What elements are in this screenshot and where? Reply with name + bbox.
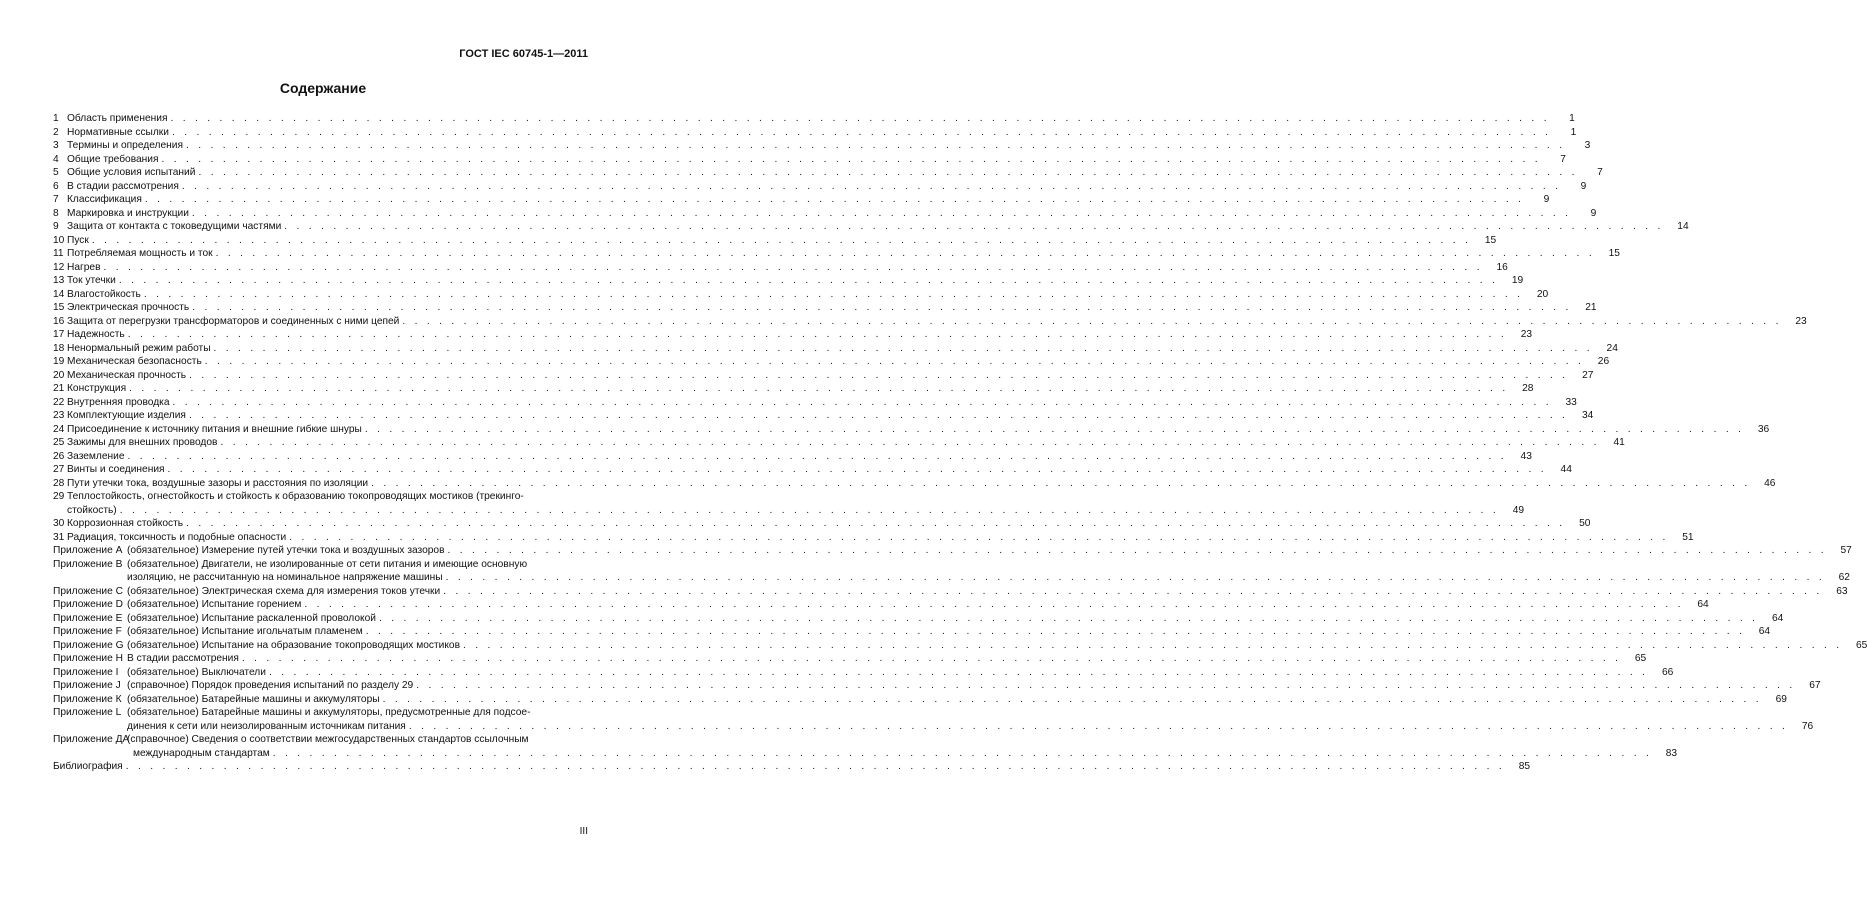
bibliography-title: Библиография xyxy=(53,761,123,772)
toc-entry[interactable] xyxy=(53,126,1577,140)
entry-number: 11 xyxy=(53,248,64,259)
entry-title: Пути утечки тока, воздушные зазоры и расстояния по изоляции xyxy=(67,477,369,489)
toc-entry[interactable] xyxy=(53,328,1533,342)
appendix-label: Приложение J xyxy=(53,680,121,691)
toc-appendix-h[interactable] xyxy=(53,652,1647,666)
toc-entry[interactable] xyxy=(53,274,1524,288)
appendix-label: Приложение I xyxy=(53,666,119,678)
toc-appendix-c[interactable] xyxy=(53,585,1848,599)
toc-entry[interactable] xyxy=(53,477,1776,491)
entry-number: 1 xyxy=(53,113,59,124)
toc-bibliography[interactable] xyxy=(53,760,1531,774)
entry-title: Область применения xyxy=(67,113,168,124)
toc-entry[interactable] xyxy=(53,301,1597,315)
entry-title: Ненормальный режим работы xyxy=(67,342,211,354)
appendix-label: Приложение В xyxy=(53,558,123,570)
entry-page: 49 xyxy=(1512,504,1525,516)
entry-number: 18 xyxy=(53,342,65,354)
toc-entry[interactable] xyxy=(53,139,1591,153)
toc-entry[interactable] xyxy=(53,463,1572,477)
leader-dots xyxy=(172,126,1551,140)
entry-page: 21 xyxy=(1585,302,1597,313)
leader-dots xyxy=(192,207,1571,221)
entry-page: 27 xyxy=(1582,369,1594,381)
toc-entry[interactable] xyxy=(53,342,1618,356)
leader-dots xyxy=(273,747,1652,761)
entry-page: 50 xyxy=(1579,518,1591,529)
entry-number: 19 xyxy=(53,356,65,367)
toc-entry[interactable] xyxy=(53,423,1770,437)
entry-number: 14 xyxy=(53,288,65,300)
appendix-page: 57 xyxy=(1840,545,1852,556)
leader-dots xyxy=(128,450,1507,464)
leader-dots xyxy=(145,193,1524,207)
entry-number: 20 xyxy=(53,369,65,381)
entry-page: 7 xyxy=(1597,167,1603,178)
leader-dots xyxy=(162,153,1541,167)
appendix-page: 64 xyxy=(1758,626,1771,637)
toc-entry[interactable] xyxy=(53,369,1594,383)
entry-title: Механическая безопасность xyxy=(67,356,202,367)
leader-dots xyxy=(128,328,1507,342)
entry-title: Нормативные ссылки xyxy=(67,126,169,138)
appendix-title: (обязательное) Электрическая схема для измерения токов утечки xyxy=(127,585,441,597)
entry-title: Классификация xyxy=(67,194,142,205)
entry-number: 12 xyxy=(53,261,65,273)
appendix-title: (обязательное) Испытание горением xyxy=(127,599,302,610)
leader-dots xyxy=(402,315,1781,329)
leader-dots xyxy=(448,544,1827,558)
appendix-page: 65 xyxy=(1856,639,1867,651)
entry-title: Термины и определения xyxy=(67,140,183,151)
appendix-page: 66 xyxy=(1661,666,1674,678)
leader-dots xyxy=(269,666,1648,680)
entry-title: Зажимы для внешних проводов xyxy=(67,437,218,448)
appendix-title-cont: динения к сети или неизолированным источникам питания xyxy=(127,720,406,732)
entry-number: 3 xyxy=(53,140,59,151)
entry-title-cont: стойкость) xyxy=(67,504,117,516)
appendix-title: (обязательное) Двигатели, не изолированные от сети питания и имеющие основную xyxy=(127,558,528,570)
toc-appendix-e[interactable] xyxy=(53,612,1784,626)
entry-number: 29 xyxy=(53,491,65,502)
entry-number: 17 xyxy=(53,329,65,340)
appendix-title: (обязательное) Выключатели xyxy=(127,666,266,678)
leader-dots xyxy=(284,220,1663,234)
toc-entry[interactable] xyxy=(53,288,1549,302)
appendix-title: В стадии рассмотрения xyxy=(127,653,239,664)
entry-page: 33 xyxy=(1565,396,1577,408)
entry-number: 13 xyxy=(53,275,65,286)
appendix-page: 76 xyxy=(1801,720,1814,732)
leader-dots xyxy=(379,612,1758,626)
entry-title: Защита от контакта с токоведущими частями xyxy=(67,221,282,232)
appendix-title-cont: изоляцию, не рассчитанную на номинальное напряжение машины xyxy=(127,572,443,583)
appendix-page: 64 xyxy=(1771,612,1784,624)
toc-entry[interactable] xyxy=(53,207,1597,221)
toc-entry[interactable] xyxy=(53,112,1575,126)
entry-number: 25 xyxy=(53,437,65,448)
appendix-title: (обязательное) Испытание раскаленной проволокой xyxy=(127,612,376,624)
leader-dots xyxy=(189,369,1568,383)
appendix-label: Приложение С xyxy=(53,585,123,597)
appendix-page: 64 xyxy=(1697,599,1709,610)
entry-number: 28 xyxy=(53,477,65,489)
entry-title: Надежность xyxy=(67,329,125,340)
entry-title: Нагрев xyxy=(67,261,101,273)
leader-dots xyxy=(120,504,1499,518)
entry-title: Потребляемая мощность и ток xyxy=(67,248,213,259)
entry-page: 23 xyxy=(1795,315,1807,327)
table-of-contents xyxy=(53,112,1867,774)
entry-number: 27 xyxy=(53,464,65,475)
leader-dots xyxy=(186,139,1565,153)
leader-dots xyxy=(126,760,1505,774)
toc-entry[interactable] xyxy=(53,315,1807,329)
entry-title: Радиация, токсичность и подобные опасности xyxy=(67,531,287,543)
appendix-title: (справочное) Сведения о соответствии межгосударственных стандартов ссылочным xyxy=(127,734,529,745)
entry-title: Присоединение к источнику питания и внешние гибкие шнуры xyxy=(67,423,362,435)
toc-entry[interactable] xyxy=(53,153,1566,167)
entry-page: 44 xyxy=(1560,464,1572,475)
entry-title: Коррозионная стойкость xyxy=(67,518,184,529)
entry-number: 4 xyxy=(53,153,59,165)
leader-dots xyxy=(443,585,1822,599)
entry-number: 15 xyxy=(53,302,65,313)
entry-number: 8 xyxy=(53,207,59,219)
leader-dots xyxy=(170,112,1549,126)
leader-dots xyxy=(214,342,1593,356)
entry-title: Пуск xyxy=(67,234,89,246)
entry-number: 7 xyxy=(53,194,59,205)
entry-page: 1 xyxy=(1569,113,1575,124)
leader-dots xyxy=(103,261,1482,275)
appendix-label: Приложение F xyxy=(53,626,122,637)
entry-number: 24 xyxy=(53,423,65,435)
leader-dots xyxy=(192,301,1571,315)
toc-entry[interactable] xyxy=(53,450,1532,464)
entry-number: 2 xyxy=(53,126,59,138)
sections-list xyxy=(53,112,1807,490)
entry-page: 23 xyxy=(1520,329,1533,340)
entry-number: 30 xyxy=(53,518,65,529)
leader-dots xyxy=(366,625,1745,639)
appendix-label: Приложение К xyxy=(53,693,122,705)
appendix-label: Приложение Е xyxy=(53,612,123,624)
entry-page: 46 xyxy=(1764,477,1776,489)
appendix-page: 65 xyxy=(1634,653,1647,664)
entry-page: 51 xyxy=(1682,531,1694,543)
entry-page: 7 xyxy=(1560,153,1566,165)
entry-number: 16 xyxy=(53,315,65,327)
leader-dots xyxy=(205,355,1584,369)
appendix-title: (обязательное) Батарейные машины и аккумуляторы xyxy=(127,693,380,705)
entry-page: 34 xyxy=(1581,410,1594,421)
leader-dots xyxy=(129,382,1508,396)
entry-title: Заземление xyxy=(67,450,125,462)
appendix-label: Приложение D xyxy=(53,599,123,610)
leader-dots xyxy=(144,288,1523,302)
leader-dots xyxy=(92,234,1471,248)
entry-title: Общие условия испытаний xyxy=(67,167,196,178)
leader-dots xyxy=(365,423,1744,437)
entry-page: 16 xyxy=(1496,261,1508,273)
appendix-page: 63 xyxy=(1836,585,1848,597)
toc-entry[interactable] xyxy=(53,180,1587,194)
entry-title: Механическая прочность xyxy=(67,369,187,381)
appendix-label: Приложение G xyxy=(53,639,124,651)
toc-appendix-a[interactable] xyxy=(53,544,1852,558)
entry-title: Винты и соединения xyxy=(67,464,165,475)
toc-appendix-g[interactable] xyxy=(53,639,1867,653)
toc-entry[interactable] xyxy=(53,409,1594,423)
entry-page: 19 xyxy=(1511,275,1524,286)
appendix-page: 62 xyxy=(1838,572,1850,583)
leader-dots xyxy=(220,436,1599,450)
toc-entry[interactable] xyxy=(53,193,1550,207)
toc-entry[interactable] xyxy=(53,261,1508,275)
leader-dots xyxy=(216,247,1595,261)
appendix-title-cont: международным стандартам xyxy=(133,747,270,759)
toc-entry[interactable] xyxy=(53,396,1577,410)
toc-entry[interactable] xyxy=(53,382,1534,396)
toc-entry[interactable] xyxy=(53,166,1603,180)
entry-page: 36 xyxy=(1757,423,1770,435)
leader-dots xyxy=(304,598,1683,612)
leader-dots xyxy=(409,720,1788,734)
entry-page: 9 xyxy=(1580,180,1587,192)
toc-entry[interactable] xyxy=(53,531,1694,545)
entry-page: 9 xyxy=(1590,207,1597,219)
toc-entry[interactable] xyxy=(53,517,1591,531)
appendix-label: Приложение А xyxy=(53,545,123,556)
leader-dots xyxy=(242,652,1621,666)
toc-appendix-d[interactable] xyxy=(53,598,1709,612)
leader-dots xyxy=(173,396,1552,410)
entry-page: 15 xyxy=(1608,248,1620,259)
appendix-label: Приложение ДА xyxy=(53,734,130,745)
toc-appendix-b-cont[interactable] xyxy=(53,571,1850,585)
appendix-page: 67 xyxy=(1809,680,1821,691)
toc-appendix-l-cont[interactable] xyxy=(53,720,1814,734)
appendix-title: (обязательное) Испытание игольчатым пламенем xyxy=(127,626,363,637)
entry-number: 5 xyxy=(53,167,59,178)
appendix-label: Приложение Н xyxy=(53,653,123,664)
appendix-title: (обязательное) Испытание на образование токопроводящих мостиков xyxy=(127,639,461,651)
entry-number: 26 xyxy=(53,450,65,462)
entry-number: 21 xyxy=(53,383,65,394)
toc-appendix-l[interactable] xyxy=(53,706,593,720)
toc-appendix-i[interactable] xyxy=(53,666,1674,680)
toc-entry[interactable] xyxy=(53,234,1497,248)
entry-page: 20 xyxy=(1536,288,1549,300)
leader-dots xyxy=(168,463,1547,477)
entry-title: Теплостойкость, огнестойкость и стойкость к образованию токопроводящих мостиков (трекинго- xyxy=(67,491,524,502)
toc-entry[interactable] xyxy=(53,436,1625,450)
entry-number: 10 xyxy=(53,234,65,246)
leader-dots xyxy=(289,531,1668,545)
toc-appendix-j[interactable] xyxy=(53,679,1821,693)
entry-number: 6 xyxy=(53,180,59,192)
entry-title: Ток утечки xyxy=(67,275,116,286)
entry-number: 23 xyxy=(53,410,65,421)
entry-page: 26 xyxy=(1597,356,1610,367)
toc-entry-29-cont[interactable] xyxy=(53,504,1525,518)
entry-title: Электрическая прочность xyxy=(67,302,190,313)
toc-appendix-da[interactable] xyxy=(53,733,593,747)
entry-number: 9 xyxy=(53,221,59,232)
entry-title: Внутренняя проводка xyxy=(67,396,170,408)
sections-list-b xyxy=(53,517,1694,544)
entry-number: 31 xyxy=(53,531,65,543)
entry-page: 43 xyxy=(1520,450,1532,462)
entry-page: 24 xyxy=(1606,342,1618,354)
entry-title: Защита от перегрузки трансформаторов и соединенных с ними цепей xyxy=(67,315,400,327)
entry-title: Маркировка и инструкции xyxy=(67,207,189,219)
toc-entry-29[interactable] xyxy=(53,490,593,504)
entry-title: Влагостойкость xyxy=(67,288,141,300)
appendix-title: (справочное) Порядок проведения испытаний по разделу 29 xyxy=(127,680,414,691)
entry-page: 28 xyxy=(1522,383,1534,394)
entry-title: Конструкция xyxy=(67,383,127,394)
entry-number: 22 xyxy=(53,396,65,408)
toc-appendix-f[interactable] xyxy=(53,625,1771,639)
bibliography-page: 85 xyxy=(1518,761,1531,772)
appendix-label: Приложение L xyxy=(53,707,122,718)
appendix-page: 83 xyxy=(1665,747,1678,759)
entry-page: 3 xyxy=(1584,140,1591,151)
toc-entry[interactable] xyxy=(53,355,1610,369)
entry-title: В стадии рассмотрения xyxy=(67,180,179,192)
leader-dots xyxy=(446,571,1825,585)
toc-appendix-k[interactable] xyxy=(53,693,1787,707)
page-number: III xyxy=(579,826,588,837)
entry-page: 14 xyxy=(1677,221,1689,232)
toc-appendix-da-cont[interactable] xyxy=(53,747,1678,761)
entry-page: 41 xyxy=(1613,437,1625,448)
leader-dots xyxy=(198,166,1577,180)
toc-appendix-b[interactable] xyxy=(53,558,593,572)
page-title: Содержание xyxy=(279,80,367,96)
entry-page: 15 xyxy=(1484,234,1497,246)
entry-title: Общие требования xyxy=(67,153,159,165)
leader-dots xyxy=(119,274,1498,288)
leader-dots xyxy=(463,639,1842,653)
entry-page: 1 xyxy=(1570,126,1577,138)
document-header: ГОСТ IEC 60745-1—2011 xyxy=(459,48,588,60)
leader-dots xyxy=(186,517,1565,531)
appendix-page: 69 xyxy=(1775,693,1787,705)
entry-title: Комплектующие изделия xyxy=(67,410,186,421)
toc-entry[interactable] xyxy=(53,220,1689,234)
toc-entry[interactable] xyxy=(53,247,1620,261)
entry-page: 9 xyxy=(1543,194,1550,205)
leader-dots xyxy=(383,693,1762,707)
appendix-title: (обязательное) Измерение путей утечки тока и воздушных зазоров xyxy=(127,545,445,556)
appendix-title: (обязательное) Батарейные машины и аккумуляторы, предусмотренные для подсое- xyxy=(127,707,531,718)
leader-dots xyxy=(416,679,1795,693)
leader-dots xyxy=(189,409,1568,423)
leader-dots xyxy=(182,180,1561,194)
leader-dots xyxy=(371,477,1750,491)
